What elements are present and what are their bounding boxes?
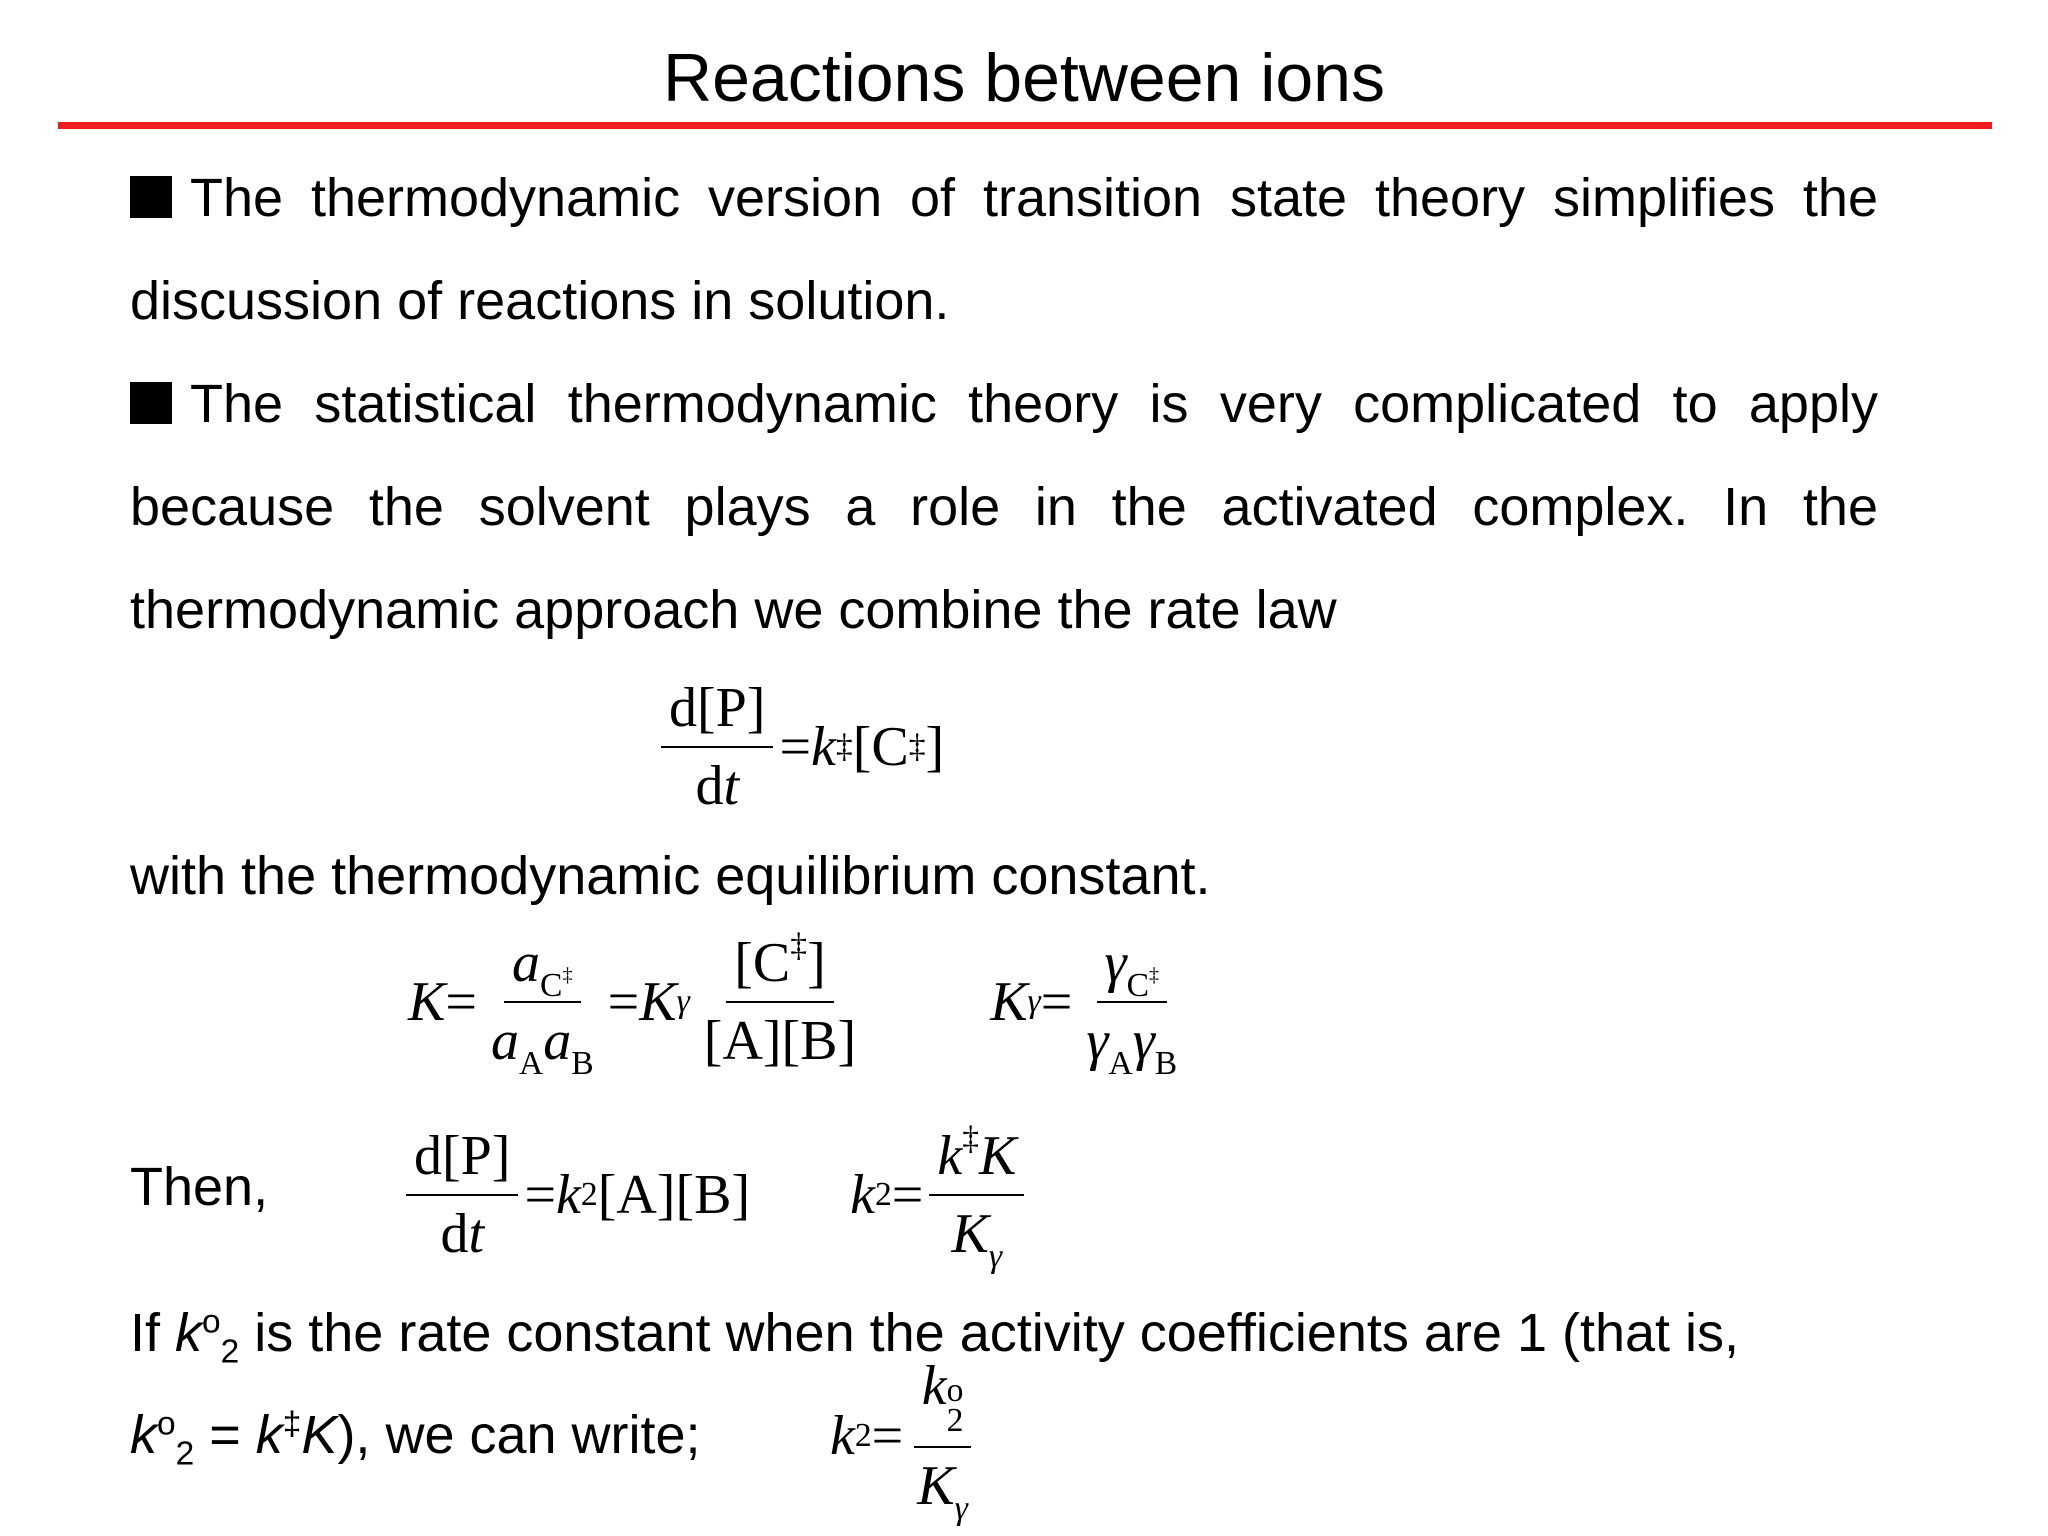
k2-def-num-k: k: [937, 1125, 963, 1187]
k2-final-denominator: [909, 1448, 976, 1528]
rate-law-den-t: t: [723, 755, 739, 817]
p4b-k2: k: [255, 1405, 283, 1465]
concentration-numerator: [726, 926, 833, 1003]
gamma-sub-B: B: [1154, 1045, 1178, 1083]
bullet-square-icon: [130, 176, 172, 218]
activity-numerator: [504, 932, 580, 1005]
activity-a-B: a: [543, 1010, 572, 1072]
eq-equals-1: =: [445, 971, 477, 1033]
then-rate-fraction: [406, 1125, 518, 1265]
rate-law-den-d: d: [695, 755, 724, 817]
gamma-sub-A: A: [1108, 1045, 1133, 1083]
k2-final-k: k: [830, 1405, 855, 1468]
rate-law-equals: =: [779, 716, 812, 778]
activity-a: a: [512, 932, 541, 994]
p4b-K: K: [301, 1405, 338, 1465]
paragraph-activity-coefficients: [130, 1282, 1878, 1385]
eq-K: K: [408, 971, 446, 1033]
k2-def-den-K: K: [951, 1203, 989, 1265]
p4b-k-2: 2: [175, 1435, 195, 1473]
p4b-equals: =: [194, 1405, 256, 1465]
k2-final-den-gamma: γ: [954, 1490, 968, 1528]
activity-denominator: [483, 1003, 602, 1083]
activity-sub-A: A: [518, 1045, 544, 1083]
p4b-k-o: o: [157, 1405, 176, 1443]
then-rate-den-t: t: [468, 1203, 484, 1265]
k2-final-num-2: 2: [946, 1401, 964, 1439]
p4b-dagger: ‡: [282, 1405, 302, 1443]
then-rate-den-d: d: [440, 1203, 469, 1265]
rate-law-numerator: d[P]: [661, 680, 773, 748]
gamma-sub-C: [1126, 964, 1160, 1005]
paragraph-statistical: [130, 353, 1878, 662]
paragraph-statistical-text: The statistical thermodynamic theory is very complicated to apply because the solvent plays a role in the activated complex. In the thermodynamic approach we combine the rate law: [130, 374, 1878, 640]
p4-k-o: o: [202, 1303, 221, 1341]
k2-final-numerator: [914, 1355, 972, 1448]
conc-dagger: ‡: [790, 926, 808, 964]
then-rate-conc: [A][B]: [597, 1164, 751, 1226]
concentration-fraction: [696, 926, 864, 1072]
rate-law-fraction: [661, 677, 773, 817]
k2-def-numerator: [929, 1119, 1024, 1196]
slide-title: Reactions between ions: [662, 40, 1385, 116]
then-rate-numerator: d[P]: [406, 1128, 518, 1196]
equation-k2-final: k 2 = k o 2 $K_\gamma$: [830, 1358, 982, 1514]
activity-sub-C-text: C: [540, 967, 563, 1005]
gamma-A: γ: [1086, 1010, 1109, 1072]
k2-def-den-gamma: γ: [988, 1238, 1003, 1276]
rate-law-conc-open: [C: [852, 716, 909, 778]
gamma-ratio-fraction: [1078, 932, 1185, 1083]
p4b-k: k: [130, 1405, 157, 1465]
activity-sub-dagger: ‡: [562, 964, 573, 986]
eq-equals-2: =: [607, 971, 640, 1033]
equation-equilibrium-constant: K = $\frac{a_{C^\ddagger}}{a_Aa_B}$ = K γ $\frac{[C^\ddagger]}{[A][B]}$ K γ = $\frac{\gamma_{C^\ddagger}}{\gamma_A\gamma_B}$: [408, 935, 1191, 1069]
gamma-B: γ: [1132, 1010, 1155, 1072]
then-label: Then,: [130, 1157, 269, 1217]
p4b-suffix: ), we can write;: [337, 1405, 701, 1465]
k2-def-k: k: [850, 1164, 875, 1226]
paragraph-tst-text: The thermodynamic version of transition state theory simplifies the discussion of reactions in solution.: [130, 168, 1878, 331]
conc-close: ]: [807, 932, 826, 994]
k2-final-fraction: [909, 1355, 976, 1528]
gamma-ratio-equals: =: [1040, 971, 1073, 1033]
k2-def-num-K: K: [979, 1125, 1017, 1187]
gamma-C: γ: [1104, 932, 1127, 994]
paragraph-we-can-write: [130, 1384, 701, 1487]
gamma-sub-dagger: ‡: [1148, 964, 1160, 986]
title-underline: [58, 122, 1992, 129]
k2-def-fraction: [929, 1119, 1024, 1276]
then-rate-denominator: [432, 1196, 492, 1265]
k2-final-num-o: o: [946, 1371, 964, 1409]
paragraph-tst: [130, 147, 1878, 353]
eq-K-gamma: K: [639, 971, 677, 1033]
k2-final-num-k: k: [921, 1355, 947, 1417]
then-rate-equals: =: [524, 1164, 557, 1226]
equation-rate-law: $\frac{d[P]}{dt}$ = k ‡ [C ‡ ]: [655, 680, 944, 814]
equation-second-order-rate: $\frac{d[P]}{dt}$ = k 2 [A][B] k 2 = $\frac{k^\ddagger K}{K_\gamma}$: [400, 1128, 1030, 1262]
gamma-ratio-numerator: [1097, 932, 1168, 1005]
gamma-ratio-K: K: [990, 971, 1028, 1033]
k2-final-den-K: K: [917, 1455, 955, 1518]
k2-def-num-dagger: ‡: [962, 1119, 979, 1157]
p4-k-2: 2: [220, 1333, 240, 1371]
activity-sub-B: B: [571, 1045, 594, 1083]
bullet-square-icon: [130, 382, 172, 424]
k2-def-denominator: [944, 1196, 1011, 1276]
activity-fraction: [483, 932, 602, 1083]
k2-def-equals: =: [891, 1164, 924, 1226]
p4-prefix: If: [130, 1303, 176, 1363]
rate-law-denominator: [687, 748, 747, 817]
activity-sub-C: [540, 964, 573, 1005]
k2-final-equals: =: [871, 1405, 904, 1468]
concentration-denominator: [A][B]: [703, 1010, 857, 1072]
conc-open: [C: [734, 932, 791, 994]
p4-text: is the rate constant when the activity coefficients are 1 (that is,: [239, 1303, 1740, 1363]
activity-a-A: a: [490, 1010, 519, 1072]
k2-final-num-scripts: [946, 1371, 964, 1439]
rate-law-conc-close: ]: [925, 716, 945, 778]
then-rate-k: k: [556, 1164, 581, 1226]
gamma-sub-C-text: C: [1126, 967, 1149, 1005]
p4-k: k: [175, 1303, 203, 1363]
gamma-ratio-denominator: [1078, 1003, 1185, 1083]
paragraph-equilibrium: with the thermodynamic equilibrium constant.: [130, 846, 1211, 906]
rate-law-k: k: [811, 716, 836, 778]
